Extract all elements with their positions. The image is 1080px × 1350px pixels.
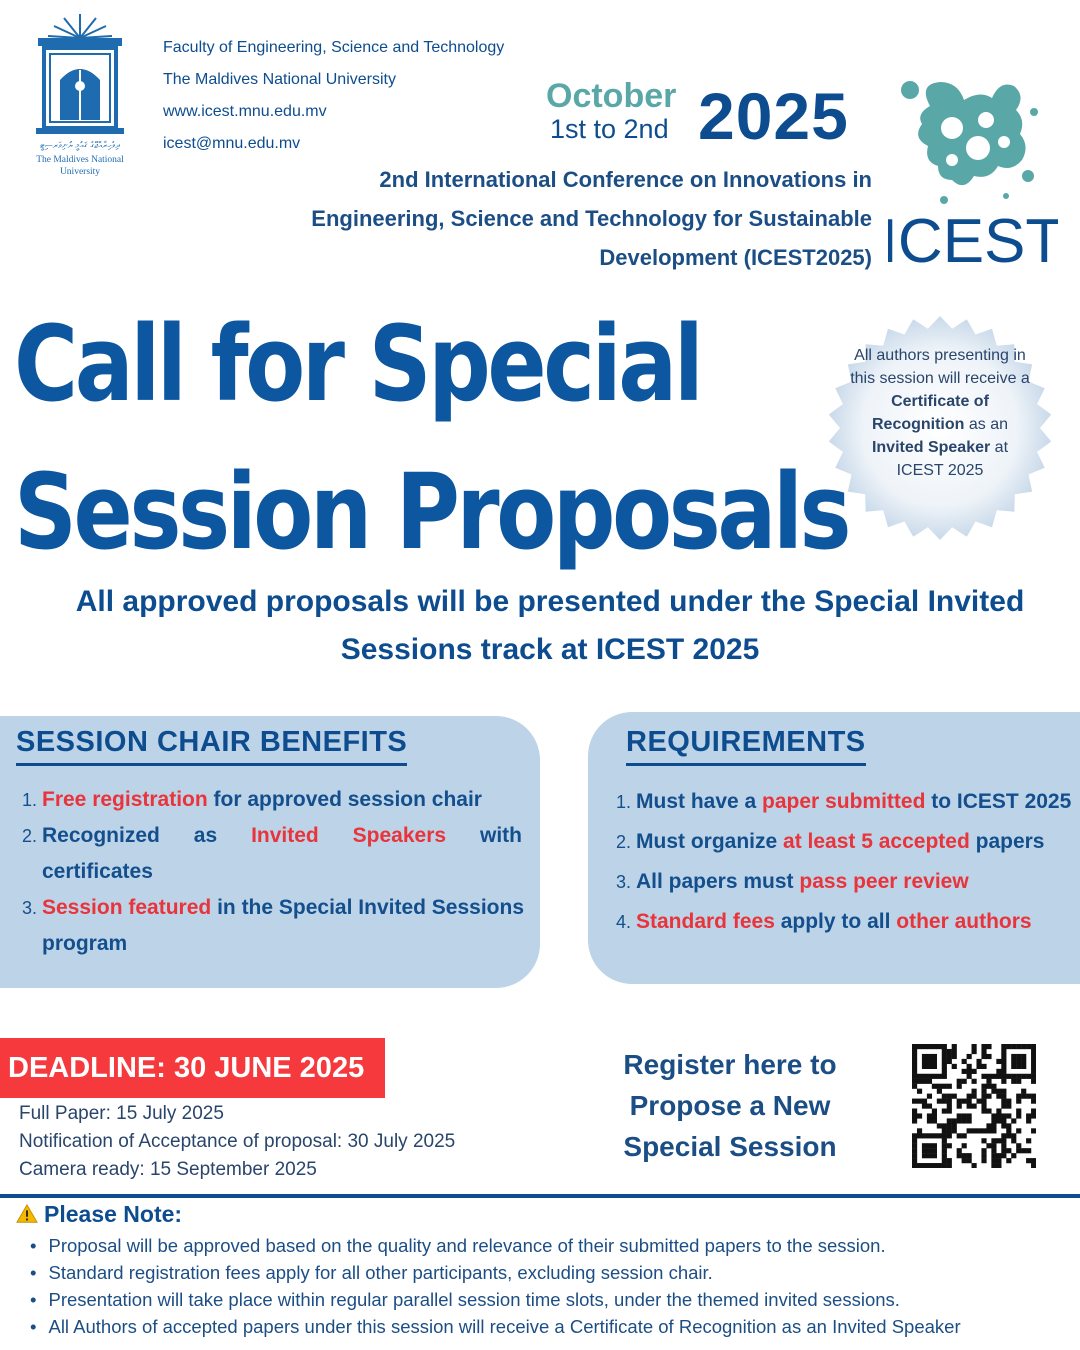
note-item: • Standard registration fees apply for all other participants, excluding session chair.	[30, 1259, 961, 1286]
requirements-heading: REQUIREMENTS	[626, 726, 866, 766]
requirement-item-3: 3. All papers must pass peer review	[616, 870, 969, 893]
benefit-item-1: 1. Free registration for approved session chair	[22, 788, 482, 811]
please-note-heading	[16, 1198, 182, 1230]
requirements-list	[616, 782, 1071, 942]
benefits-list	[22, 782, 524, 962]
register-line2: Propose a New	[629, 1090, 831, 1121]
benefit-item-3: 3. Session featured in the Special Invited Sessions program	[22, 896, 524, 955]
qr-code[interactable]	[912, 1044, 1036, 1168]
deadline-date: 30 JUNE 2025	[173, 1052, 365, 1084]
benefit-item-2: 2. Recognized as Invited Speakers with certificates	[22, 824, 522, 883]
badge-text: All authors presenting in this session will receive a Certificate of Recognition as an Invited Speaker at ICEST 2025	[850, 347, 1030, 479]
requirement-item-2: 2. Must organize at least 5 accepted papers	[616, 830, 1045, 853]
notification-date: Notification of Acceptance of proposal: 30 July 2025	[19, 1131, 456, 1152]
icest-logo	[888, 76, 1058, 272]
full-paper-date: Full Paper: 15 July 2025	[19, 1103, 224, 1124]
warning-icon	[16, 1203, 38, 1225]
faculty-name: Faculty of Engineering, Science and Technology	[163, 39, 505, 56]
session-chair-benefits-box	[0, 716, 540, 988]
deadline-label: DEADLINE:	[8, 1052, 166, 1084]
register-line1: Register here to	[623, 1049, 837, 1080]
requirement-item-4: 4. Standard fees apply to all other authors	[616, 910, 1032, 933]
approved-proposals-line: All approved proposals will be presented under the Special Invited Sessions track at ICEST 2025	[75, 585, 1025, 666]
conference-month: October	[546, 77, 677, 115]
note-item: • Presentation will take place within regular parallel session time slots, under the themed invited sessions.	[30, 1286, 961, 1313]
notes-list	[30, 1232, 961, 1340]
conference-days: 1st to 2nd	[550, 114, 669, 144]
important-dates	[19, 1100, 455, 1184]
svg-text:ދިވެހިރާއްޖޭގެ ޤައުމީ ޔުނިވަރސ: ދިވެހިރާއްޖޭގެ ޤައުމީ ޔުނިވަރސިޓީ	[40, 141, 120, 151]
requirement-item-1: 1. Must have a paper submitted to ICEST 2025	[616, 790, 1072, 813]
note-item: • Proposal will be approved based on the quality and relevance of their submitted papers to the session.	[30, 1232, 961, 1259]
email-link[interactable]: icest@mnu.edu.mv	[163, 135, 301, 152]
conference-year: 2025	[698, 79, 849, 153]
requirements-box	[588, 712, 1080, 984]
deadline-banner	[0, 1038, 385, 1098]
website-link[interactable]: www.icest.mnu.edu.mv	[163, 103, 327, 120]
university-name: The Maldives National University	[163, 71, 396, 88]
university-logo	[10, 8, 150, 178]
conference-title-line3: Development (ICEST2025)	[599, 245, 872, 270]
camera-ready-date: Camera ready: 15 September 2025	[19, 1159, 317, 1180]
conference-date	[546, 78, 676, 144]
conference-title	[272, 160, 872, 277]
please-note-label: Please Note:	[44, 1201, 183, 1227]
main-title	[14, 290, 848, 586]
logo-text-line2: University	[59, 167, 101, 177]
conference-title-line1: 2nd International Conference on Innovations in	[379, 167, 872, 192]
main-title-line2: Session Proposals	[14, 451, 849, 573]
main-title-line1: Call for Special	[14, 303, 701, 425]
benefits-heading: SESSION CHAIR BENEFITS	[16, 726, 407, 766]
logo-text-line1: The Maldives National	[36, 155, 124, 165]
register-call-to-action[interactable]	[600, 1044, 860, 1167]
certificate-badge	[828, 310, 1052, 546]
university-info	[163, 32, 504, 160]
note-item: • All Authors of accepted papers under this session will receive a Certificate of Recognition as an Invited Speaker	[30, 1313, 961, 1340]
conference-title-line2: Engineering, Science and Technology for Sustainable	[311, 206, 872, 231]
register-line3: Special Session	[623, 1131, 837, 1162]
icest-logo-text: ICEST	[888, 207, 1058, 272]
